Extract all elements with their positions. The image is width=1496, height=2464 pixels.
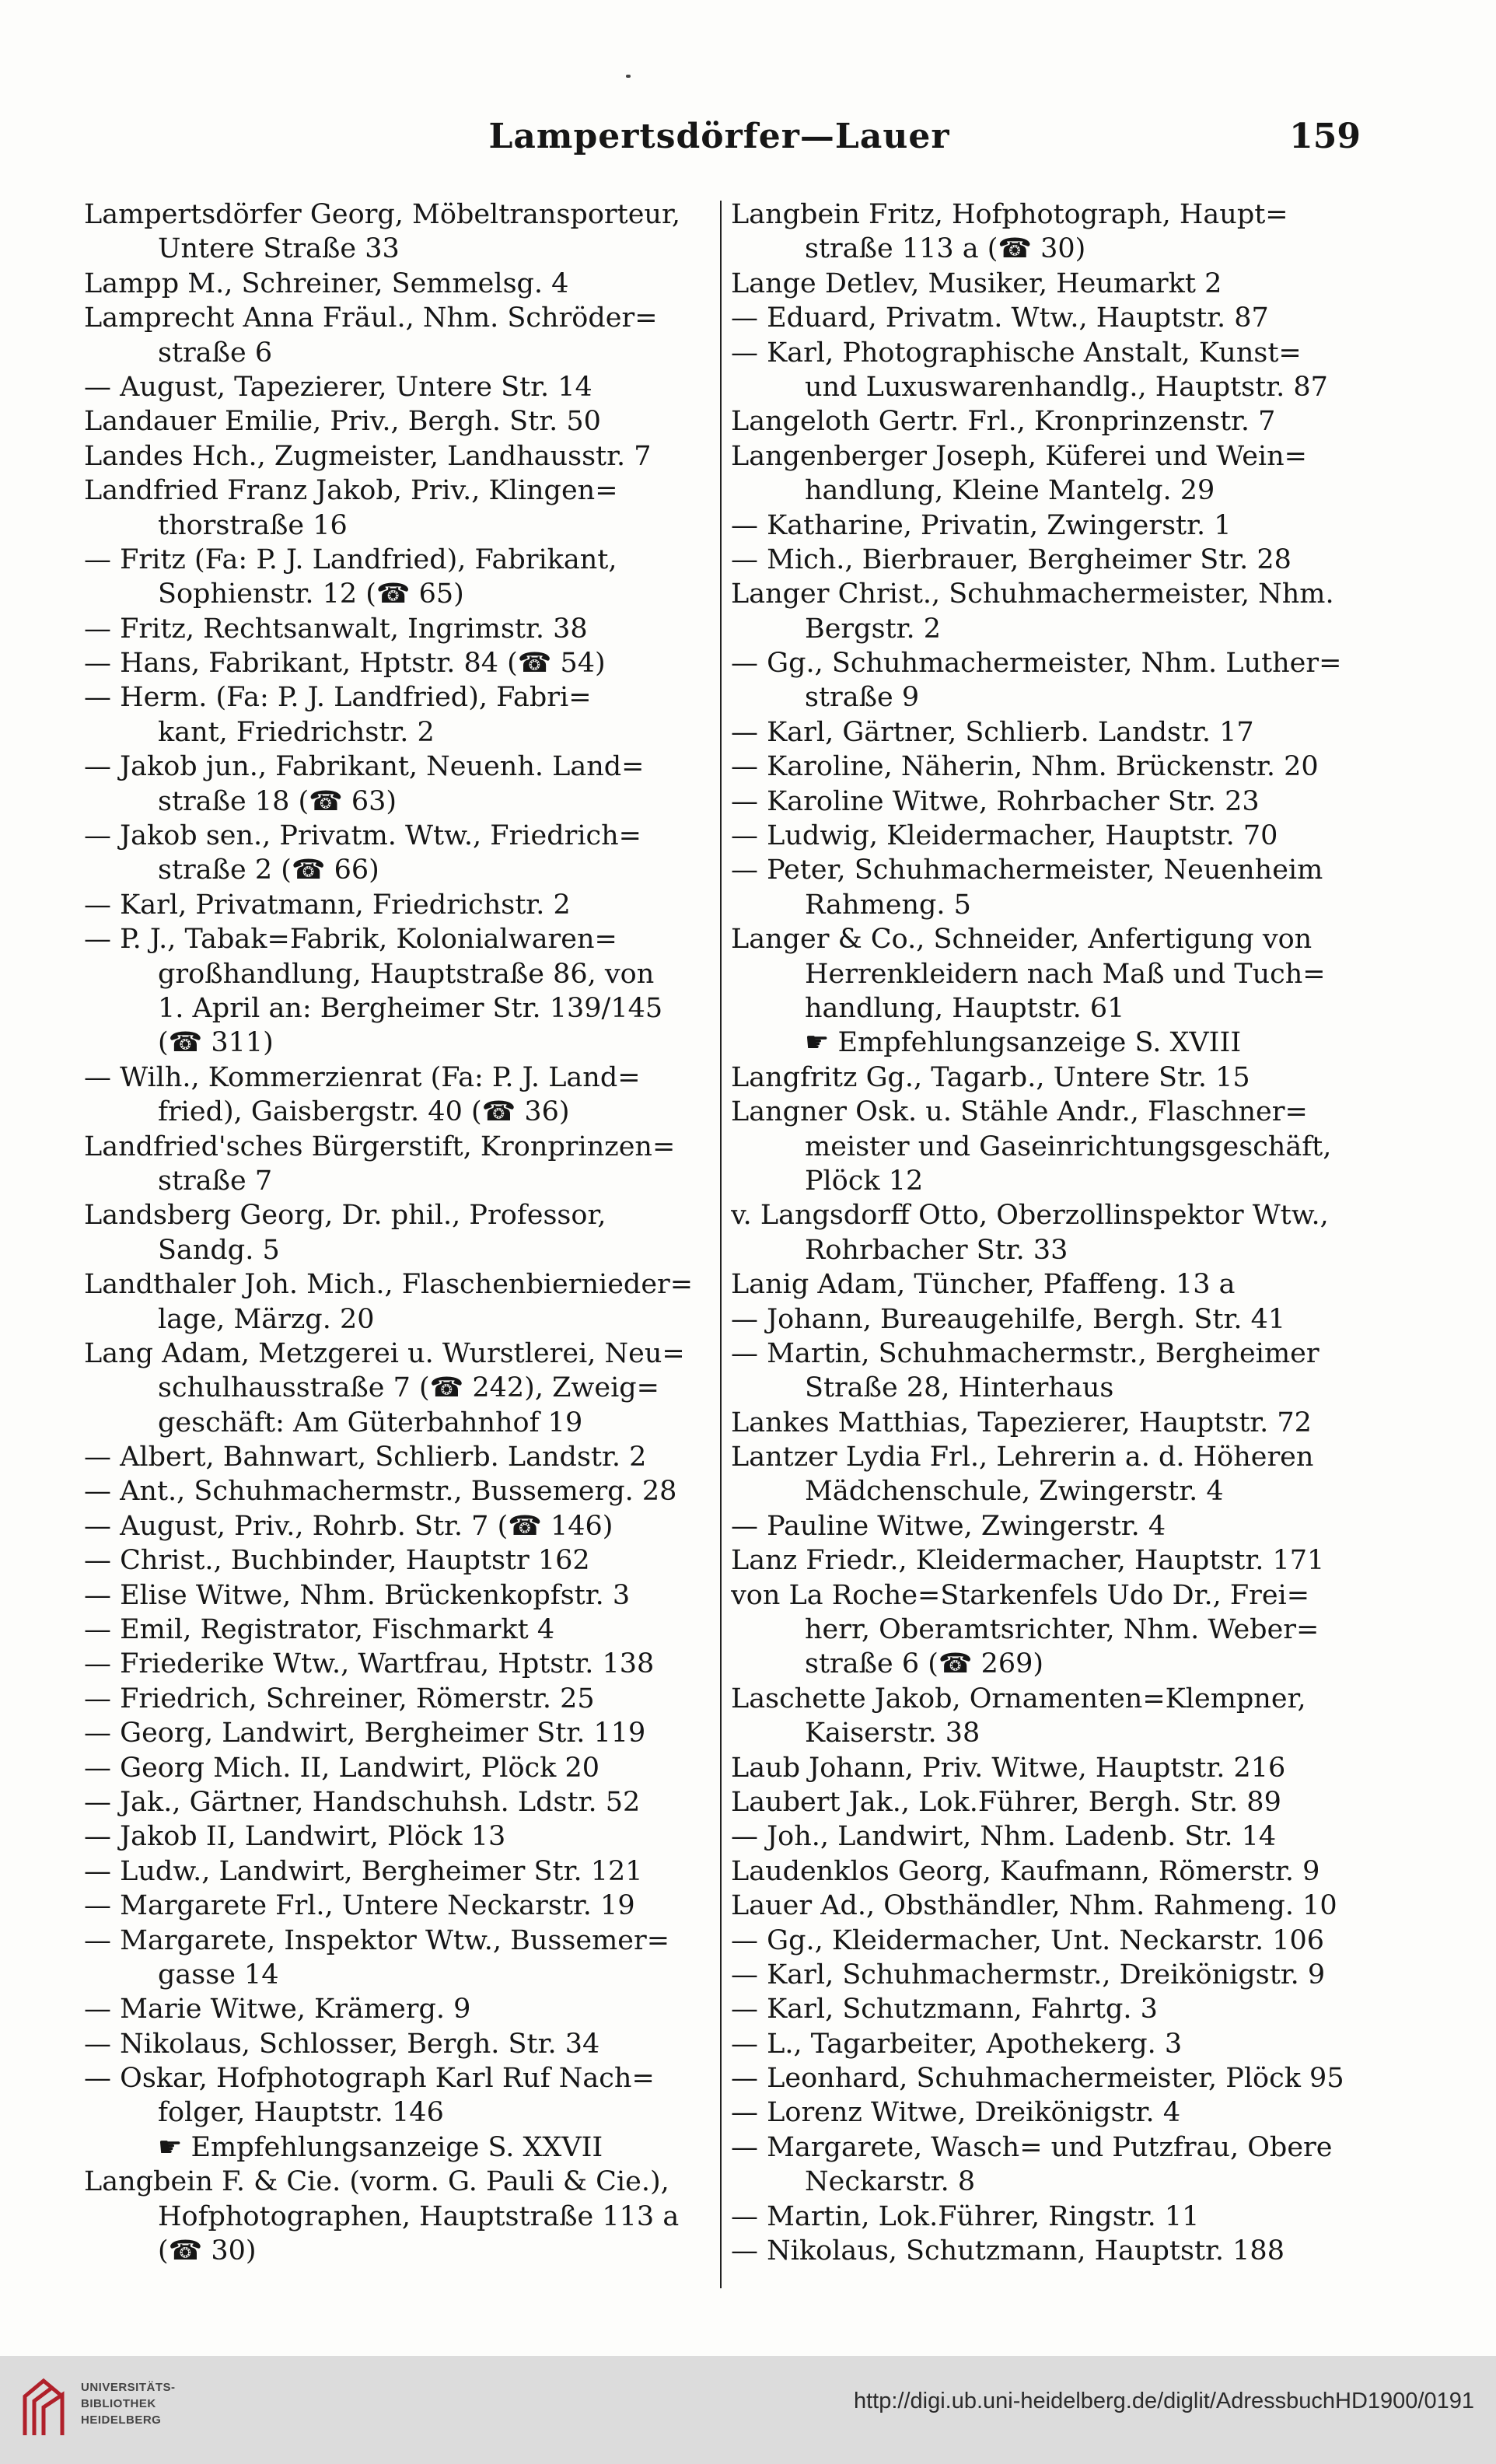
entry-continuation: (☎ 311) bbox=[158, 1027, 274, 1059]
directory-entry: — Karl, Photographische Anstalt, Kunst= bbox=[731, 337, 1302, 369]
directory-entry: — Leonhard, Schuhmachermeister, Plöck 95 bbox=[731, 2063, 1344, 2095]
directory-entry: — Oskar, Hofphotograph Karl Ruf Nach= bbox=[84, 2063, 655, 2095]
directory-entry: — Karl, Gärtner, Schlierb. Landstr. 17 bbox=[731, 716, 1254, 748]
entry-continuation: Mädchenschule, Zwingerstr. 4 bbox=[805, 1476, 1224, 1508]
directory-entry: Langeloth Gertr. Frl., Kronprinzenstr. 7 bbox=[731, 406, 1276, 438]
directory-entry: — Nikolaus, Schlosser, Bergh. Str. 34 bbox=[84, 2028, 600, 2060]
library-name-line2: BIBLIOTHEK bbox=[81, 2397, 156, 2410]
directory-entry: Lanig Adam, Tüncher, Pfaffeng. 13 a bbox=[731, 1269, 1236, 1301]
entry-continuation: (☎ 30) bbox=[158, 2235, 257, 2267]
entry-continuation: schulhausstraße 7 (☎ 242), Zweig= bbox=[158, 1372, 659, 1404]
directory-entry: — Gg., Kleidermacher, Unt. Neckarstr. 106 bbox=[731, 1924, 1325, 1956]
directory-entry: Landes Hch., Zugmeister, Landhausstr. 7 bbox=[84, 440, 652, 472]
directory-entry: — Marie Witwe, Krämerg. 9 bbox=[84, 1994, 471, 2025]
library-name-line3: HEIDELBERG bbox=[81, 2413, 162, 2427]
directory-entry: Lanz Friedr., Kleidermacher, Hauptstr. 171 bbox=[731, 1545, 1325, 1577]
footer-bar bbox=[0, 2356, 1496, 2464]
university-library-logo-icon bbox=[17, 2373, 70, 2443]
right-column bbox=[731, 197, 1357, 2268]
entry-continuation: straße 6 (☎ 269) bbox=[805, 1648, 1044, 1680]
directory-entry: — Jakob jun., Fabrikant, Neuenh. Land= bbox=[84, 751, 645, 783]
directory-entry: — Georg, Landwirt, Bergheimer Str. 119 bbox=[84, 1718, 646, 1749]
directory-entry: — Margarete Frl., Untere Neckarstr. 19 bbox=[84, 1890, 635, 1922]
directory-entry: Langer & Co., Schneider, Anfertigung von bbox=[731, 924, 1312, 956]
directory-entry: — Karoline, Näherin, Nhm. Brückenstr. 20 bbox=[731, 751, 1319, 783]
directory-entry: Lang Adam, Metzgerei u. Wurstlerei, Neu= bbox=[84, 1337, 685, 1369]
directory-entry: — P. J., Tabak=Fabrik, Kolonialwaren= bbox=[84, 924, 617, 956]
directory-entry: — Ludwig, Kleidermacher, Hauptstr. 70 bbox=[731, 820, 1278, 852]
directory-entry: Lauer Ad., Obsthändler, Nhm. Rahmeng. 10 bbox=[731, 1890, 1337, 1922]
entry-continuation: kant, Friedrichstr. 2 bbox=[158, 716, 435, 748]
directory-entry: — Peter, Schuhmachermeister, Neuenheim bbox=[731, 855, 1323, 886]
advertisement-notice: ☛ Empfehlungsanzeige S. XVIII bbox=[805, 1027, 1242, 1059]
entry-continuation: fried), Gaisbergstr. 40 (☎ 36) bbox=[158, 1096, 570, 1128]
directory-entry: — Christ., Buchbinder, Hauptstr 162 bbox=[84, 1545, 590, 1577]
entry-continuation: Sophienstr. 12 (☎ 65) bbox=[158, 578, 464, 610]
entry-continuation: thorstraße 16 bbox=[158, 509, 348, 541]
entry-continuation: geschäft: Am Güterbahnhof 19 bbox=[158, 1407, 583, 1438]
directory-entry: Lamprecht Anna Fräul., Nhm. Schröder= bbox=[84, 302, 658, 334]
entry-continuation: Neckarstr. 8 bbox=[805, 2166, 976, 2198]
directory-entry: Lankes Matthias, Tapezierer, Hauptstr. 72 bbox=[731, 1407, 1312, 1438]
directory-entry: Laschette Jakob, Ornamenten=Klempner, bbox=[731, 1683, 1306, 1714]
directory-entry: Landauer Emilie, Priv., Bergh. Str. 50 bbox=[84, 406, 601, 438]
directory-entry: — Nikolaus, Schutzmann, Hauptstr. 188 bbox=[731, 2235, 1285, 2267]
directory-entry: — Albert, Bahnwart, Schlierb. Landstr. 2 bbox=[84, 1442, 647, 1473]
entry-continuation: Rahmeng. 5 bbox=[805, 889, 971, 921]
directory-entry: — Jak., Gärtner, Handschuhsh. Ldstr. 52 bbox=[84, 1786, 641, 1818]
directory-entry: von La Roche=Starkenfels Udo Dr., Frei= bbox=[731, 1579, 1310, 1611]
entry-continuation: gasse 14 bbox=[158, 1959, 279, 1990]
directory-entry: — Johann, Bureaugehilfe, Bergh. Str. 41 bbox=[731, 1303, 1286, 1335]
directory-entry: — August, Tapezierer, Untere Str. 14 bbox=[84, 371, 592, 403]
entry-continuation: Kaiserstr. 38 bbox=[805, 1718, 980, 1749]
directory-entry: Landsberg Georg, Dr. phil., Professor, bbox=[84, 1200, 606, 1232]
entry-continuation: Bergstr. 2 bbox=[805, 613, 941, 645]
directory-entry: — L., Tagarbeiter, Apothekerg. 3 bbox=[731, 2028, 1183, 2060]
directory-entry: — Karl, Schutzmann, Fahrtg. 3 bbox=[731, 1994, 1158, 2025]
left-column bbox=[84, 197, 710, 2268]
running-title: Lampertsdörfer—Lauer bbox=[488, 117, 950, 156]
entry-continuation: straße 113 a (☎ 30) bbox=[805, 233, 1086, 265]
entry-continuation: herr, Oberamtsrichter, Nhm. Weber= bbox=[805, 1614, 1319, 1646]
directory-entry: — Ant., Schuhmachermstr., Bussemerg. 28 bbox=[84, 1476, 677, 1508]
source-url-link[interactable]: http://digi.ub.uni-heidelberg.de/diglit/AdressbuchHD1900/0191 bbox=[853, 2389, 1474, 2413]
print-speck bbox=[626, 75, 631, 78]
library-name-line1: UNIVERSITÄTS- bbox=[81, 2381, 176, 2394]
directory-entry: — Elise Witwe, Nhm. Brückenkopfstr. 3 bbox=[84, 1579, 631, 1611]
entry-continuation: Herrenkleidern nach Maß und Tuch= bbox=[805, 958, 1326, 990]
directory-entry: — Fritz (Fa: P. J. Landfried), Fabrikant, bbox=[84, 543, 617, 575]
entry-continuation: 1. April an: Bergheimer Str. 139/145 bbox=[158, 992, 663, 1024]
directory-entry: Landfried Franz Jakob, Priv., Klingen= bbox=[84, 475, 618, 507]
directory-entry: — Joh., Landwirt, Nhm. Ladenb. Str. 14 bbox=[731, 1821, 1277, 1853]
column-divider bbox=[720, 201, 722, 2288]
entry-continuation: Straße 28, Hinterhaus bbox=[805, 1372, 1114, 1404]
directory-entry: Lampp M., Schreiner, Semmelsg. 4 bbox=[84, 267, 569, 299]
directory-entry: Lampertsdörfer Georg, Möbeltransporteur, bbox=[84, 199, 680, 230]
directory-entry: — Pauline Witwe, Zwingerstr. 4 bbox=[731, 1510, 1166, 1542]
directory-entry: — Ludw., Landwirt, Bergheimer Str. 121 bbox=[84, 1855, 643, 1887]
directory-entry: — August, Priv., Rohrb. Str. 7 (☎ 146) bbox=[84, 1510, 613, 1542]
entry-continuation: Hofphotographen, Hauptstraße 113 a bbox=[158, 2200, 680, 2232]
directory-entry: Langbein Fritz, Hofphotograph, Haupt= bbox=[731, 199, 1288, 230]
directory-entry: Langenberger Joseph, Küferei und Wein= bbox=[731, 440, 1307, 472]
advertisement-notice: ☛ Empfehlungsanzeige S. XXVII bbox=[158, 2131, 603, 2163]
directory-entry: — Martin, Lok.Führer, Ringstr. 11 bbox=[731, 2200, 1200, 2232]
directory-entry: — Margarete, Inspektor Wtw., Bussemer= bbox=[84, 1924, 670, 1956]
directory-entry: — Gg., Schuhmachermeister, Nhm. Luther= bbox=[731, 648, 1342, 680]
directory-entry: — Wilh., Kommerzienrat (Fa: P. J. Land= bbox=[84, 1061, 641, 1093]
directory-entry: Laudenklos Georg, Kaufmann, Römerstr. 9 bbox=[731, 1855, 1320, 1887]
directory-entry: Landfried'sches Bürgerstift, Kronprinzen= bbox=[84, 1131, 676, 1162]
entry-continuation: Plöck 12 bbox=[805, 1165, 924, 1197]
directory-entry: Langner Osk. u. Stähle Andr., Flaschner= bbox=[731, 1096, 1308, 1128]
entry-continuation: straße 18 (☎ 63) bbox=[158, 785, 397, 817]
directory-entry: Laubert Jak., Lok.Führer, Bergh. Str. 89 bbox=[731, 1786, 1281, 1818]
directory-entry: — Georg Mich. II, Landwirt, Plöck 20 bbox=[84, 1752, 600, 1784]
directory-entry: — Karl, Schuhmachermstr., Dreikönigstr. 9 bbox=[731, 1959, 1326, 1990]
directory-entry: — Eduard, Privatm. Wtw., Hauptstr. 87 bbox=[731, 302, 1269, 334]
entry-continuation: straße 2 (☎ 66) bbox=[158, 855, 379, 886]
directory-entry: — Karoline Witwe, Rohrbacher Str. 23 bbox=[731, 785, 1260, 817]
entry-continuation: Untere Straße 33 bbox=[158, 233, 400, 265]
directory-entry: — Lorenz Witwe, Dreikönigstr. 4 bbox=[731, 2097, 1181, 2129]
entry-continuation: straße 7 bbox=[158, 1165, 273, 1197]
directory-entry: — Fritz, Rechtsanwalt, Ingrimstr. 38 bbox=[84, 613, 588, 645]
directory-entry: v. Langsdorff Otto, Oberzollinspektor Wtw., bbox=[731, 1200, 1329, 1232]
library-name bbox=[81, 2379, 176, 2428]
directory-entry: Lantzer Lydia Frl., Lehrerin a. d. Höheren bbox=[731, 1442, 1314, 1473]
entry-continuation: Sandg. 5 bbox=[158, 1234, 280, 1266]
directory-entry: Lange Detlev, Musiker, Heumarkt 2 bbox=[731, 267, 1222, 299]
directory-entry: — Katharine, Privatin, Zwingerstr. 1 bbox=[731, 509, 1232, 541]
page-number: 159 bbox=[1289, 117, 1361, 156]
entry-continuation: Rohrbacher Str. 33 bbox=[805, 1234, 1068, 1266]
directory-entry: — Jakob sen., Privatm. Wtw., Friedrich= bbox=[84, 820, 641, 852]
entry-continuation: und Luxuswarenhandlg., Hauptstr. 87 bbox=[805, 371, 1328, 403]
directory-entry: — Jakob II, Landwirt, Plöck 13 bbox=[84, 1821, 506, 1853]
directory-entry: Laub Johann, Priv. Witwe, Hauptstr. 216 bbox=[731, 1752, 1286, 1784]
directory-entry: Langer Christ., Schuhmachermeister, Nhm. bbox=[731, 578, 1334, 610]
entry-continuation: großhandlung, Hauptstraße 86, von bbox=[158, 958, 655, 990]
directory-entry: Langbein F. & Cie. (vorm. G. Pauli & Cie.), bbox=[84, 2166, 669, 2198]
entry-continuation: folger, Hauptstr. 146 bbox=[158, 2097, 444, 2129]
directory-entry: Langfritz Gg., Tagarb., Untere Str. 15 bbox=[731, 1061, 1250, 1093]
entry-continuation: handlung, Kleine Mantelg. 29 bbox=[805, 475, 1215, 507]
directory-entry: — Karl, Privatmann, Friedrichstr. 2 bbox=[84, 889, 571, 921]
directory-entry: — Hans, Fabrikant, Hptstr. 84 (☎ 54) bbox=[84, 648, 606, 680]
directory-entry: — Martin, Schuhmachermstr., Bergheimer bbox=[731, 1337, 1319, 1369]
entry-continuation: straße 9 bbox=[805, 682, 920, 714]
directory-entry: — Margarete, Wasch= und Putzfrau, Obere bbox=[731, 2131, 1333, 2163]
entry-continuation: meister und Gaseinrichtungsgeschäft, bbox=[805, 1131, 1332, 1162]
directory-entry: — Mich., Bierbrauer, Bergheimer Str. 28 bbox=[731, 543, 1292, 575]
entry-continuation: handlung, Hauptstr. 61 bbox=[805, 992, 1125, 1024]
directory-entry: Landthaler Joh. Mich., Flaschenbiernieder= bbox=[84, 1269, 694, 1301]
entry-continuation: lage, Märzg. 20 bbox=[158, 1303, 375, 1335]
entry-continuation: straße 6 bbox=[158, 337, 273, 369]
page-header bbox=[78, 117, 1361, 179]
directory-entry: — Emil, Registrator, Fischmarkt 4 bbox=[84, 1614, 555, 1646]
directory-entry: — Friederike Wtw., Wartfrau, Hptstr. 138 bbox=[84, 1648, 655, 1680]
directory-entry: — Friedrich, Schreiner, Römerstr. 25 bbox=[84, 1683, 595, 1714]
directory-entry: — Herm. (Fa: P. J. Landfried), Fabri= bbox=[84, 682, 592, 714]
